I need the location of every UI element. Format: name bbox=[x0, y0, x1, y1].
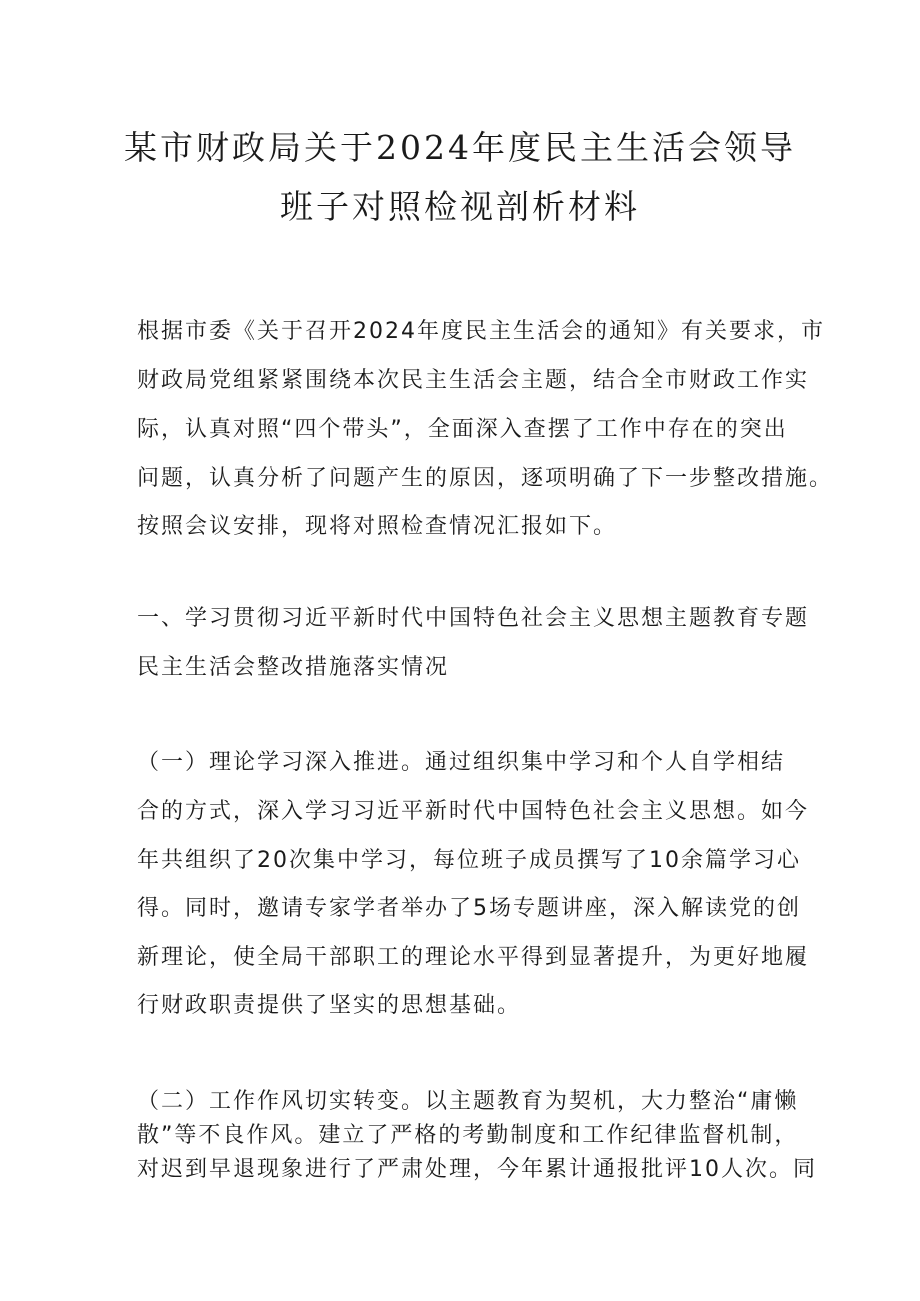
section1-heading-line-2: 民主生活会整改措施落实情况 bbox=[137, 655, 450, 680]
intro-line-4: 问题，认真分析了问题产生的原因，逐项明确了下一步整改措施。 bbox=[137, 466, 834, 491]
intro-line-1: 根据市委《关于召开2024年度民主生活会的通知》有关要求，市 bbox=[137, 319, 825, 344]
item2-line-1: （二）工作作风切实转变。以主题教育为契机，大力整治“庸懒 bbox=[137, 1089, 799, 1114]
item1-line-4: 得。同时，邀请专家学者举办了5场专题讲座，深入解读党的创 bbox=[137, 896, 801, 921]
item1-line-3: 年共组织了20次集中学习，每位班子成员撰写了10余篇学习心 bbox=[137, 848, 801, 873]
item2-line-3: 对迟到早退现象进行了严肃处理，今年累计通报批评10人次。同 bbox=[137, 1157, 817, 1182]
intro-line-2: 财政局党组紧紧围绕本次民主生活会主题，结合全市财政工作实 bbox=[137, 368, 810, 393]
section1-heading-line-1: 一、学习贯彻习近平新时代中国特色社会主义思想主题教育专题 bbox=[137, 606, 810, 631]
item2-line-2: 散”等不良作风。建立了严格的考勤制度和工作纪律监督机制， bbox=[137, 1123, 799, 1148]
item1-line-5: 新理论，使全局干部职工的理论水平得到显著提升，为更好地履 bbox=[137, 945, 810, 970]
item1-line-6: 行财政职责提供了坚实的思想基础。 bbox=[137, 993, 522, 1018]
item1-line-2: 合的方式，深入学习习近平新时代中国特色社会主义思想。如今 bbox=[137, 799, 810, 824]
intro-line-5: 按照会议安排，现将对照检查情况汇报如下。 bbox=[137, 514, 618, 539]
document-title-line-2: 班子对照检视剖析材料 bbox=[280, 187, 640, 226]
item1-line-1: （一）理论学习深入推进。通过组织集中学习和个人自学相结 bbox=[137, 750, 786, 775]
document-title-line-1: 某市财政局关于2024年度民主生活会领导 bbox=[124, 128, 796, 167]
intro-line-3: 际，认真对照“四个带头”，全面深入查摆了工作中存在的突出 bbox=[137, 417, 788, 442]
